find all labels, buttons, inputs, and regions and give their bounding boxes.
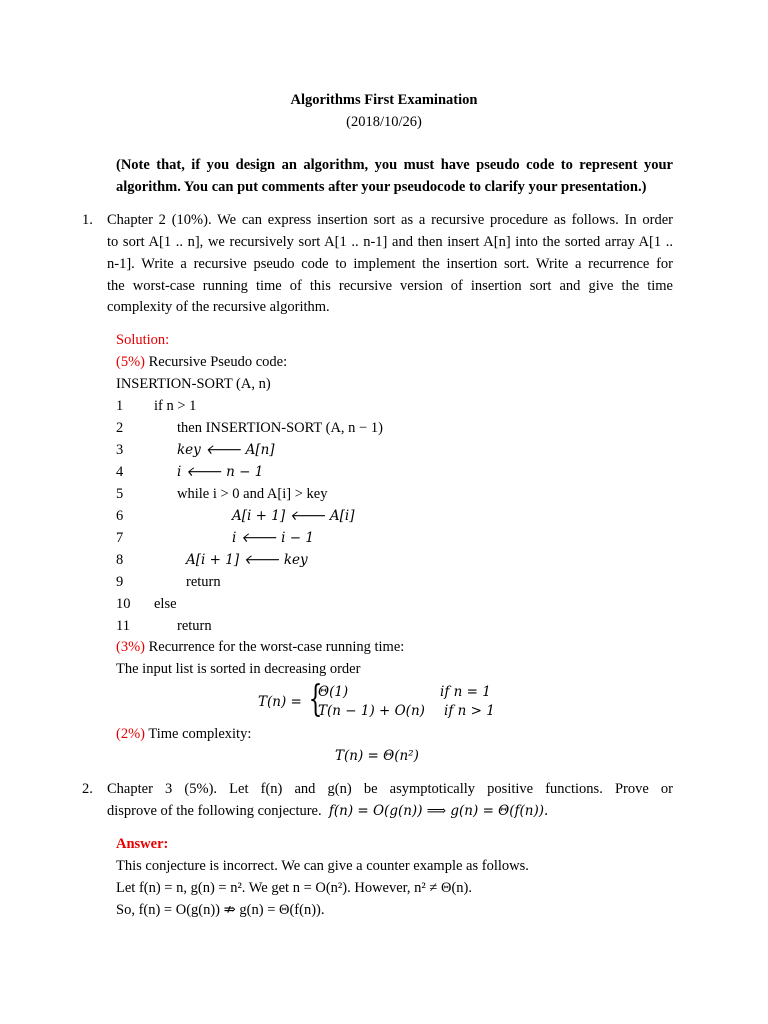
part3-percent: (2%) — [116, 726, 145, 742]
q1-line-2: to sort A[1 .. n], we recursively sort A[1 .. n-1] and then insert A[n] into the sorted array A[1 .. — [107, 234, 673, 250]
code-line-number: 2 — [116, 420, 124, 436]
part3-text: Time complexity: — [148, 726, 252, 742]
note-line-2: algorithm. You can put comments after your pseudocode to clarify your presentation.) — [116, 179, 647, 195]
recurrence-cond-2: if n > 1 — [444, 703, 495, 719]
code-line-text: A[i + 1] 🡐 key — [186, 552, 308, 568]
part2-percent: (3%) — [116, 639, 145, 655]
answer-line-2: Let f(n) = n, g(n) = n². We get n = O(n²). However, n² ≠ Θ(n). — [116, 880, 472, 896]
code-line-number: 7 — [116, 530, 124, 546]
question-1-number: 1. — [82, 212, 93, 228]
note-line-1: (Note that, if you design an algorithm, you must have pseudo code to represent your — [116, 157, 673, 173]
code-line-number: 5 — [116, 486, 124, 502]
answer-label: Answer: — [116, 836, 169, 852]
code-line-text: else — [154, 596, 177, 612]
q1-line-4: the worst-case running time of this recursive version of insertion sort and give the time — [107, 278, 673, 294]
code-line-text: i 🡐 n − 1 — [177, 464, 264, 480]
code-line-number: 10 — [116, 596, 131, 612]
code-line-number: 6 — [116, 508, 124, 524]
code-line-number: 8 — [116, 552, 124, 568]
q2-line-1: Chapter 3 (5%). Let f(n) and g(n) be asymptotically positive functions. Prove or — [107, 781, 673, 797]
code-line-text: then INSERTION-SORT (A, n − 1) — [177, 420, 383, 436]
part2-text: Recurrence for the worst-case running time: — [148, 639, 405, 655]
recurrence-lhs: T(n) = — [258, 694, 302, 710]
q1-line-5: complexity of the recursive algorithm. — [107, 299, 330, 315]
procedure-header: INSERTION-SORT (A, n) — [116, 376, 271, 392]
code-line-text: key 🡐 A[n] — [177, 442, 275, 458]
recurrence-case-1: Θ(1) — [318, 684, 349, 700]
code-line-number: 9 — [116, 574, 124, 590]
answer-line-1: This conjecture is incorrect. We can give a counter example as follows. — [116, 858, 529, 874]
code-line-text: return — [186, 574, 221, 590]
code-line-number: 1 — [116, 398, 124, 414]
part1-percent: (5%) — [116, 354, 145, 370]
part3-heading — [116, 724, 251, 744]
exam-title: Algorithms First Examination — [290, 92, 478, 108]
code-line-text: if n > 1 — [154, 398, 197, 414]
code-line-number: 3 — [116, 442, 124, 458]
part1-heading — [116, 352, 287, 372]
q1-line-3: n-1]. Write a recursive pseudo code to implement the insertion sort. Write a recurrence for — [107, 256, 673, 272]
code-line-text: i 🡐 i − 1 — [232, 530, 314, 546]
code-line-number: 4 — [116, 464, 124, 480]
code-line-text: while i > 0 and A[i] > key — [177, 486, 328, 502]
code-line-number: 11 — [116, 618, 130, 634]
recurrence-case-2: T(n − 1) + O(n) — [318, 703, 425, 719]
input-description: The input list is sorted in decreasing order — [116, 661, 361, 677]
recurrence-cond-1: if n = 1 — [440, 684, 491, 700]
code-line-text: A[i + 1] 🡐 A[i] — [232, 508, 355, 524]
part1-text: Recursive Pseudo code: — [148, 354, 288, 370]
exam-date: (2018/10/26) — [346, 114, 422, 130]
q1-line-1: Chapter 2 (10%). We can express insertion sort as a recursive procedure as follows. In order — [107, 212, 673, 228]
solution-label: Solution: — [116, 332, 170, 348]
time-complexity: T(n) = Θ(n²) — [335, 748, 419, 764]
recurrence-brace: { — [308, 679, 323, 720]
q2-conjecture: f(n) = O(g(n)) ⟹ g(n) = Θ(f(n)). — [328, 803, 549, 819]
answer-line-3: So, f(n) = O(g(n)) ⇏ g(n) = Θ(f(n)). — [116, 902, 325, 918]
q2-line-2-text: disprove of the following conjecture. — [107, 803, 322, 819]
part2-heading — [116, 637, 404, 657]
question-2-number: 2. — [82, 781, 93, 797]
q2-line-2 — [107, 801, 548, 821]
code-line-text: return — [177, 618, 212, 634]
